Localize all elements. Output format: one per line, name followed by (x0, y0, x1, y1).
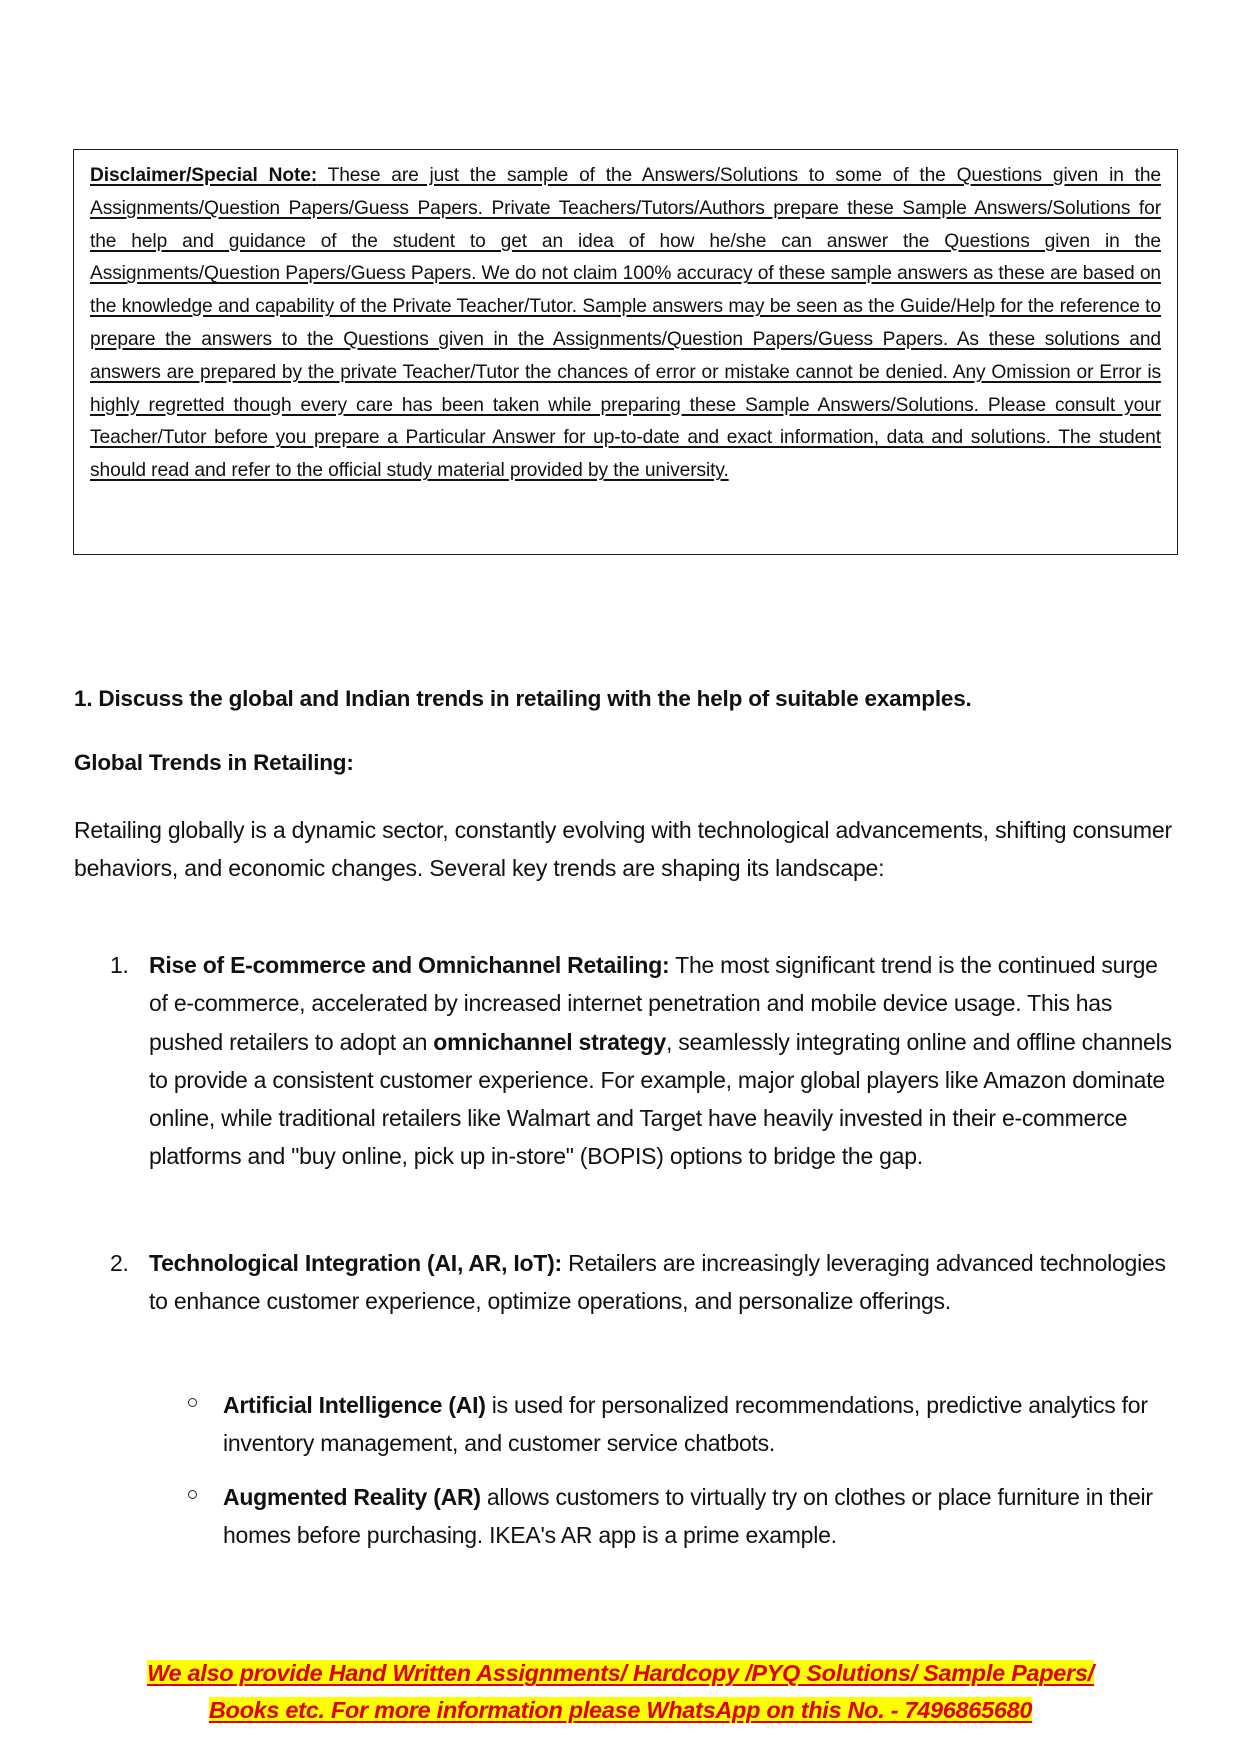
disclaimer-label: Disclaimer/Special Note: (90, 165, 318, 186)
question-heading: 1. Discuss the global and Indian trends in retailing with the help of suitable examples. (74, 686, 972, 711)
intro-paragraph: Retailing globally is a dynamic sector, constantly evolving with technological advancements, shifting consumer behaviors, and economic changes. Several key trends are shaping its landscape: (74, 817, 1172, 882)
sub-item-text: allows customers to virtually try on clothes or place furniture in their homes before purchasing. IKEA's AR app is a prime example. (223, 1484, 1153, 1549)
hollow-bullet-icon (188, 1490, 197, 1499)
promo-line-1: We also provide Hand Written Assignments/ Hardcopy /PYQ Solutions/ Sample Papers/ (147, 1660, 1094, 1686)
list-item-body (149, 946, 1180, 1176)
emphasis-text: omnichannel strategy (433, 1028, 667, 1055)
promo-line-2: Books etc. For more information please WhatsApp on this No. - 7496865680 (208, 1697, 1033, 1723)
sub-list-item (188, 1386, 1178, 1463)
list-item-text: , seamlessly integrating online and offline channels to provide a consistent customer experience. For example, major global players like Amazon dominate online, while traditional retailers like Walmart and Target have heavily invested in their e-commerce platforms and "buy online, pick up in-store" (BOPIS) options to bridge the gap. (149, 1028, 1172, 1170)
list-number: 2. (110, 1250, 129, 1276)
list-item-title: Technological Integration (AI, AR, IoT): (149, 1250, 562, 1276)
disclaimer-body: These are just the sample of the Answers/Solutions to some of the Questions given in the Assignments/Question Papers/Guess Papers. Private Teachers/Tutors/Authors prepare these Sample Answers/Solutions for the help and guidance of the student to get an idea of how he/she can answer the Questions given in the Assignments/Question Papers/Guess Papers. We do not claim 100% accuracy of these sample answers as these are based on the knowledge and capability of the Private Teacher/Tutor. Sample answers may be seen as the Guide/Help for the reference to prepare the answers to the Questions given in the Assignments/Question Papers/Guess Papers. As these solutions and answers are prepared by the private Teacher/Tutor the chances of error or mistake cannot be denied. Any Omission or Error is highly regretted though every care has been taken while preparing these Sample Answers/Solutions. Please consult your Teacher/Tutor before you prepare a Particular Answer for up-to-date and exact information, data and solutions. The student should read and refer to the official study material provided by the university. (90, 165, 1161, 482)
list-item-title: Rise of E-commerce and Omnichannel Retailing: (149, 952, 670, 978)
list-item-text: Retailers are increasingly leveraging advanced technologies to enhance customer experience, optimize operations, and personalize offerings. (149, 1250, 1166, 1315)
sub-item-body (223, 1386, 1178, 1463)
promo-footer (0, 1655, 1241, 1729)
hollow-bullet-icon (188, 1398, 197, 1407)
sub-item-text: is used for personalized recommendations, predictive analytics for inventory management, and customer service chatbots. (223, 1392, 1148, 1457)
sub-item-body (223, 1478, 1178, 1555)
list-item-text: The most significant trend is the continued surge of e-commerce, accelerated by increased internet penetration and mobile device usage. This has pushed retailers to adopt an (149, 952, 1158, 1055)
list-number: 1. (110, 952, 129, 978)
list-item (110, 1244, 1180, 1321)
list-item-body (149, 1244, 1180, 1321)
list-item (110, 946, 1180, 1176)
sub-item-title: Artificial Intelligence (AI) (223, 1392, 486, 1418)
section-heading: Global Trends in Retailing: (74, 750, 354, 775)
disclaimer-box (73, 149, 1178, 555)
disclaimer-text (90, 160, 1161, 488)
sub-item-title: Augmented Reality (AR) (223, 1484, 481, 1510)
sub-list-item (188, 1478, 1178, 1555)
